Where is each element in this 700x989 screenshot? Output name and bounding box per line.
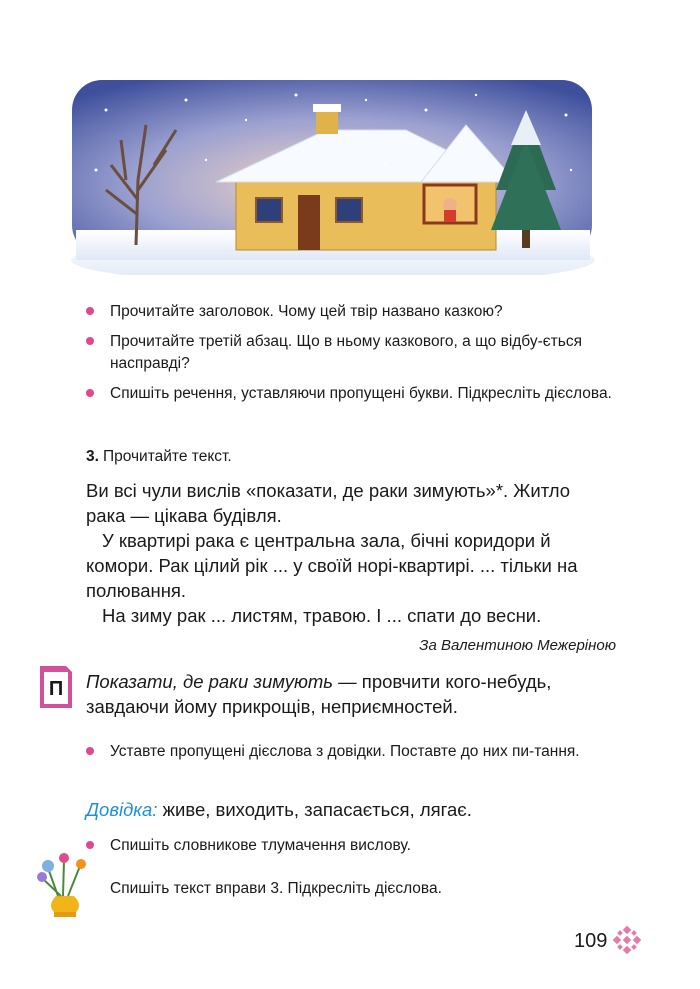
question-list-mid <box>86 741 616 771</box>
phrase-definition-line1: — провчити кого-небудь, <box>333 671 552 692</box>
list-item: Прочитайте заголовок. Чому цей твір названо казкою? <box>86 301 616 323</box>
list-item: Прочитайте третій абзац. Що в ньому казкового, а що відбу-ється насправді? <box>86 331 616 375</box>
hint-label: Довідка: <box>86 799 158 820</box>
task-heading <box>86 446 232 468</box>
text-line: Ви всі чули вислів «показати, де раки зимують»*. Житло <box>86 480 571 501</box>
ornament-icon <box>612 925 642 955</box>
text-line: рака — цікава будівля. <box>86 505 282 526</box>
question-list-bottom <box>86 835 616 865</box>
hint-words: живе, виходить, запасається, лягає. <box>157 799 472 820</box>
phrase-definition-line2: завдаючи йому прикрощів, неприємностей. <box>86 696 458 717</box>
task-number: 3. <box>86 448 99 465</box>
hint-line <box>86 797 472 822</box>
winter-house-illustration <box>66 70 600 275</box>
rule-book-icon <box>36 662 76 712</box>
homework-text: Спишіть текст вправи 3. Підкресліть дієслова. <box>110 880 442 897</box>
text-line: полювання. <box>86 580 187 601</box>
rule-icon-letter: П <box>48 678 64 700</box>
list-item: Спишіть речення, уставляючи пропущені букви. Підкресліть дієслова. <box>86 383 616 405</box>
task-instruction: Прочитайте текст. <box>102 448 232 465</box>
text-line: У квартирі рака є центральна зала, бічні коридори й <box>102 530 551 551</box>
list-item: Уставте пропущені дієслова з довідки. Поставте до них пи-тання. <box>86 741 616 763</box>
page-number: 109 <box>574 930 608 952</box>
text-line: На зиму рак ... листям, травою. І ... спати до весни. <box>102 605 542 626</box>
list-item: Спишіть словникове тлумачення вислову. <box>86 835 616 857</box>
phrase-definition <box>86 669 616 719</box>
homework-vase-icon <box>36 848 94 920</box>
phrase-term: Показати, де раки зимують <box>86 671 334 692</box>
author-attribution: За Валентиною Межеріною <box>419 637 616 654</box>
reading-text <box>86 478 616 628</box>
question-list-top <box>86 301 616 413</box>
text-line: комори. Рак цілий рік ... у своїй норі-квартирі. ... тільки на <box>86 555 578 576</box>
